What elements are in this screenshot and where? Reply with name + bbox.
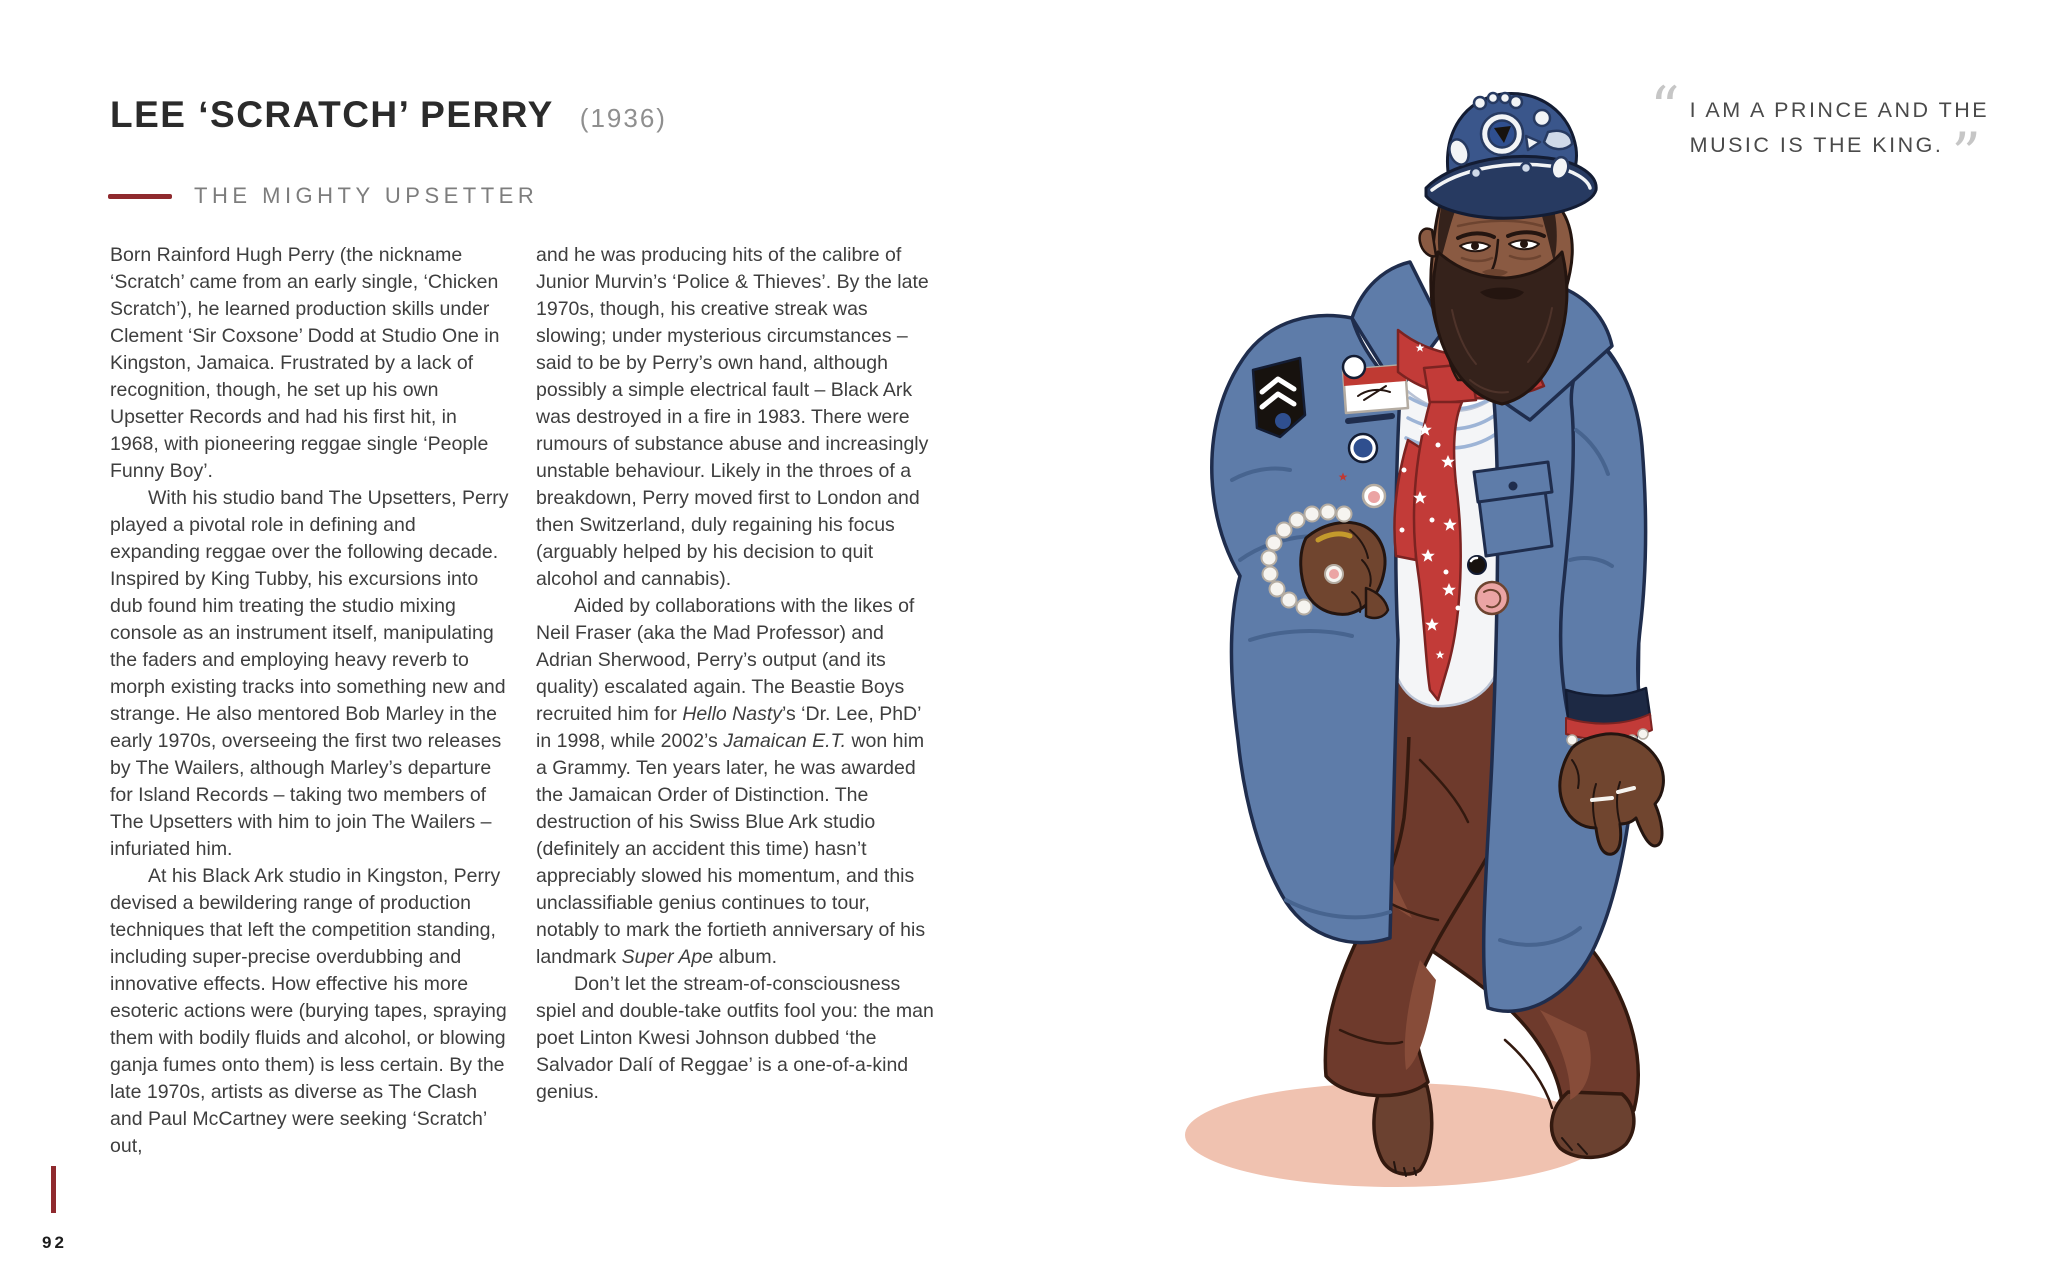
- page-header: [110, 94, 667, 136]
- quote-line-1: I AM A PRINCE AND THE: [1689, 98, 1990, 122]
- chest-pocket: [1474, 462, 1552, 556]
- paragraph: With his studio band The Upsetters, Perry played a pivotal role in defining and expanding reggae over the following decade. Inspired by King Tubby, his excursions into dub found him treating the studio mixing console as an instrument itself, manipulating the faders and employing heavy reverb to morph existing tracks into something new and strange. He also mentored Bob Marley in the early 1970s, overseeing the first two releases by The Wailers, although Marley’s departure for Island Records – taking two members of The Upsetters with him to join The Wailers – infuriated him.: [110, 487, 509, 860]
- quote-line-2: MUSIC IS THE KING.: [1689, 133, 1944, 157]
- paragraph: and he was producing hits of the calibre of Junior Murvin’s ‘Police & Thieves’. By the late 1970s, though, his creative streak was slowing; under mysterious circumstances – said to be by Perry’s own hand, although possibly a simple electrical fault – Black Ark was destroyed in a fire in 1983. There were rumours of substance abuse and increasingly unstable behaviour. Likely in the throes of a breakdown, Perry moved first to London and then Switzerland, duly regaining his focus (arguably helped by his decision to quit alcohol and cannabis).: [536, 244, 929, 590]
- paragraph: At his Black Ark studio in Kingston, Perry devised a bewildering range of production techniques that left the competition standing, including super-precise overdubbing and innovative effects. How effective his more esoteric actions were (burying tapes, spraying them with bodily fluids and alcohol, or blowing ganja fumes onto them) is less certain. By the late 1970s, artists as diverse as The Clash and Paul McCartney were seeking ‘Scratch’ out,: [110, 865, 507, 1157]
- left-ear: [1420, 229, 1436, 257]
- subtitle-row: [108, 183, 538, 209]
- text-column-2: [536, 242, 937, 1160]
- paragraph: Don’t let the stream-of-consciousness spiel and double-take outfits fool you: the man poet Linton Kwesi Johnson dubbed ‘the Salvador Dalí of Reggae’ is a one-of-a-kind genius.: [536, 973, 934, 1103]
- page-number: 92: [42, 1233, 67, 1252]
- close-quote-icon: ”: [1951, 120, 1984, 188]
- quote-text: [1689, 88, 1990, 188]
- page-subtitle: THE MIGHTY UPSETTER: [194, 183, 539, 208]
- paragraph: Born Rainford Hugh Perry (the nickname ‘Scratch’ came from an early single, ‘Chicken Scratch’), he learned production skills under Clement ‘Sir Coxsone’ Dodd at Studio One in Kingston, Jamaica. Frustrated by a lack of recognition, though, he set up his own Upsetter Records and had his first hit, in 1968, with pioneering reggae single ‘People Funny Boy’.: [110, 244, 500, 482]
- crescent-pin: [1343, 356, 1365, 378]
- article-body: [110, 242, 937, 1160]
- footer-accent-line: [51, 1166, 56, 1213]
- birth-year: (1936): [579, 103, 667, 133]
- page-title: LEE ‘SCRATCH’ PERRY: [110, 94, 554, 135]
- paragraph: Aided by collaborations with the likes of Neil Fraser (aka the Mad Professor) and Adrian Sherwood, Perry’s output (and its quality) escalated again. The Beastie Boys recruited him for Hello Nasty’s ‘Dr. Lee, PhD’ in 1998, while 2002’s Jamaican E.T. won him a Grammy. Ten years later, he was awarded the Jamaican Order of Distinction. The destruction of his Swiss Blue Ark studio (definitely an accident this time) hasn’t appreciably slowed his momentum, and this unclassifiable genius continues to tour, notably to mark the fortieth anniversary of his landmark Super Ape album.: [536, 595, 926, 968]
- accent-dash: [108, 194, 172, 199]
- lee-scratch-perry-illustration: [1150, 74, 1710, 1215]
- face-pin: [1476, 582, 1508, 614]
- decorated-cap: [1426, 93, 1596, 218]
- open-quote-icon: “: [1650, 74, 1680, 142]
- text-column-1: [110, 242, 511, 1160]
- right-foot: [1552, 1092, 1634, 1157]
